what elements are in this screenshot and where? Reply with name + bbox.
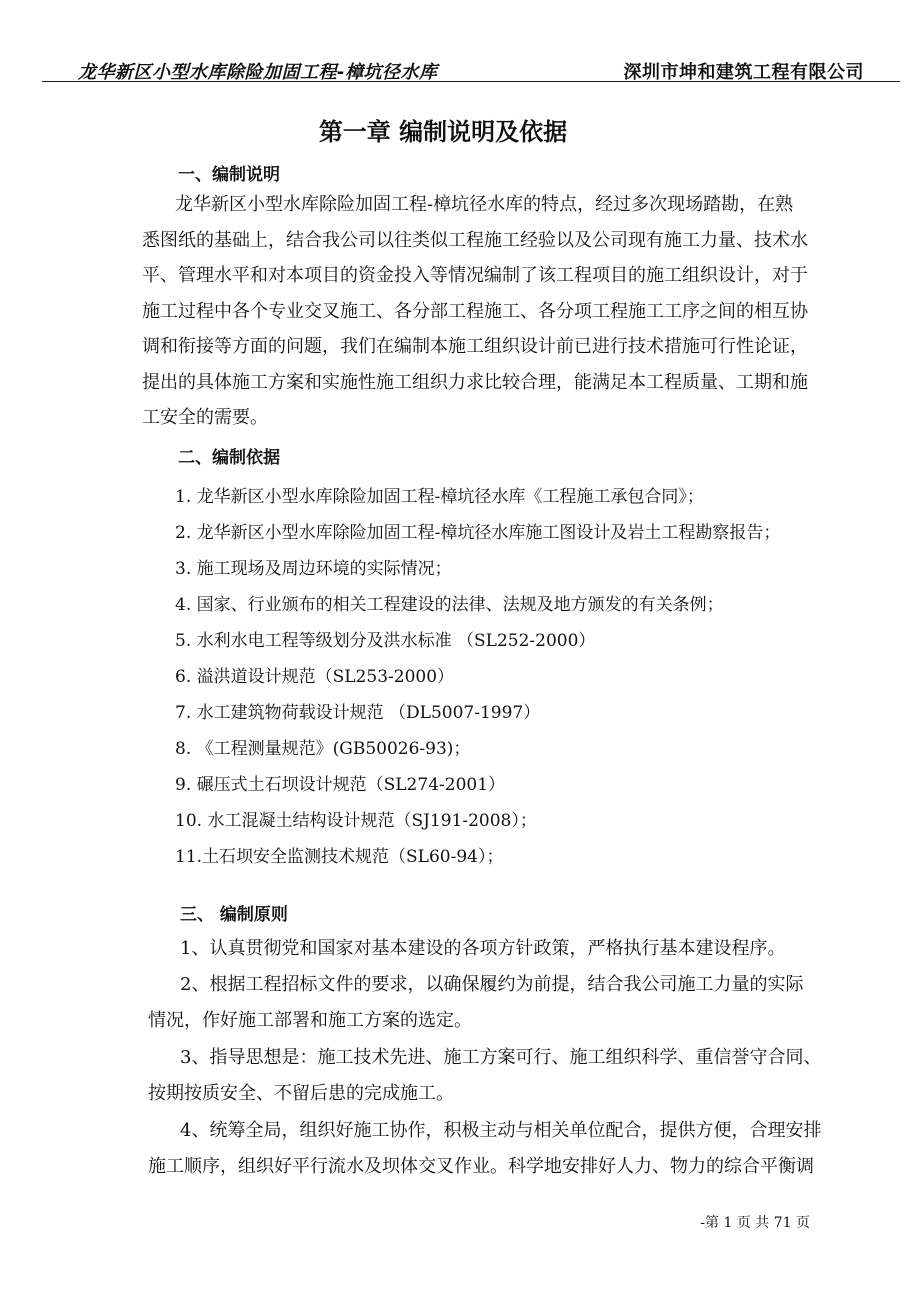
page-number: -第 1 页 共 71 页 [700,1215,810,1231]
paragraph-line: 提出的具体施工方案和实施性施工组织力求比较合理，能满足本工程质量、工期和施 [142,371,808,393]
reference-item: 2. 龙华新区小型水库除险加固工程-樟坑径水库施工图设计及岩土工程勘察报告； [175,523,781,543]
paragraph-line: 调和衔接等方面的问题，我们在编制本施工组织设计前已进行技术措施可行性论证， [142,336,808,357]
reference-item: 7. 水工建筑物荷载设计规范 （DL5007-1997） [175,703,541,723]
reference-item: 10. 水工混凝土结构设计规范（SJ191-2008）； [175,811,537,831]
reference-item: 11.土石坝安全监测技术规范（SL60-94）； [175,847,504,867]
reference-item: 9. 碾压式土石坝设计规范（SL274-2001） [175,775,506,795]
section2-heading: 二、编制依据 [178,448,280,468]
principle-4-line2: 施工顺序，组织好平行流水及坝体交叉作业。科学地安排好人力、物力的综合平衡调 [148,1156,814,1177]
section3-heading: 三、 编制原则 [180,905,288,925]
reference-item: 4. 国家、行业颁布的相关工程建设的法律、法规及地方颁发的有关条例； [175,595,724,615]
section1-paragraph [142,187,850,436]
principle-4-line1: 4、统筹全局，组织好施工协作，积极主动与相关单位配合，提供方便，合理安排 [180,1120,822,1141]
reference-item: 1. 龙华新区小型水库除险加固工程-樟坑径水库《工程施工承包合同》； [175,487,704,507]
reference-item: 6. 溢洪道设计规范（SL253-2000） [175,667,455,687]
paragraph-line: 龙华新区小型水库除险加固工程-樟坑径水库的特点，经过多次现场踏勘，在熟 [175,194,794,215]
header-company-name: 深圳市坤和建筑工程有限公司 [623,62,864,83]
header-divider [42,81,900,82]
principle-1: 1、认真贯彻党和国家对基本建设的各项方针政策，严格执行基本建设程序。 [180,938,786,959]
principle-3-line2: 按期按质安全、不留后患的完成施工。 [148,1083,454,1104]
paragraph-line: 施工过程中各个专业交叉施工、各分部工程施工、各分项工程施工工序之间的相互协 [142,300,808,322]
header-project-title: 龙华新区小型水库除险加固工程-樟坑径水库 [78,62,438,83]
principle-3-line1: 3、指导思想是：施工技术先进、施工方案可行、施工组织科学、重信誉守合同、 [180,1047,822,1068]
section1-heading: 一、编制说明 [178,165,280,185]
reference-item: 5. 水利水电工程等级划分及洪水标准 （SL252-2000） [175,631,596,651]
principle-2-line1: 2、根据工程招标文件的要求，以确保履约为前提，结合我公司施工力量的实际 [180,974,804,995]
paragraph-line: 悉图纸的基础上，结合我公司以往类似工程施工经验以及公司现有施工力量、技术水 [142,229,808,251]
principle-2-line2: 情况，作好施工部署和施工方案的选定。 [148,1010,472,1031]
paragraph-line: 平、管理水平和对本项目的资金投入等情况编制了该工程项目的施工组织设计，对于 [142,265,808,286]
reference-item: 8. 《工程测量规范》(GB50026-93)； [175,739,471,759]
chapter-title: 第一章 编制说明及依据 [318,118,568,146]
reference-item: 3. 施工现场及周边环境的实际情况； [175,559,452,579]
paragraph-line: 工安全的需要。 [142,407,268,428]
